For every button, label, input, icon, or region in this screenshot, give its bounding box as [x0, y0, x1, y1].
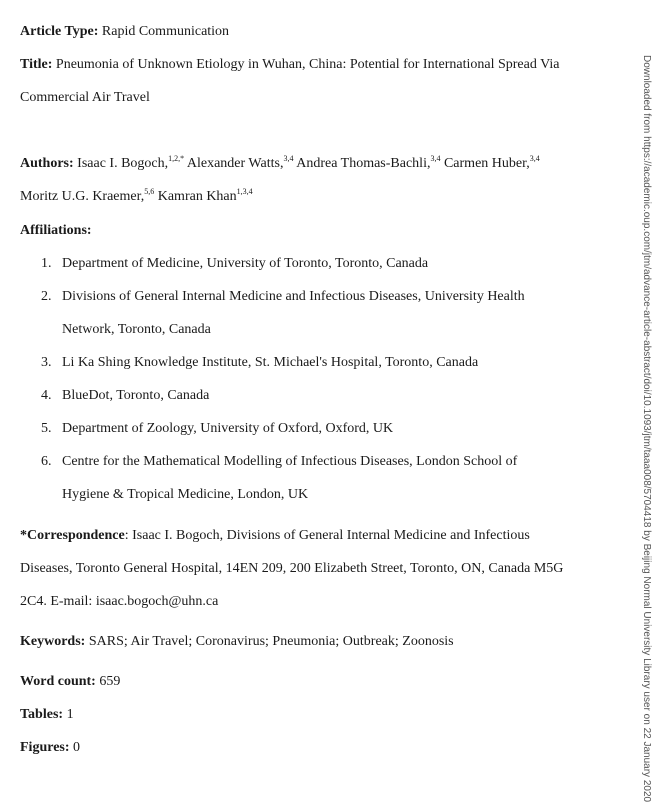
keywords-value: SARS; Air Travel; Coronavirus; Pneumonia; Outbreak; Zoonosis	[88, 634, 454, 649]
affiliation-text: Department of Zoology, University of Oxford, Oxford, UK	[62, 421, 394, 436]
affiliation-text: Divisions of General Internal Medicine and Infectious Diseases, University Health	[62, 289, 525, 304]
correspondence-text-2: Diseases, Toronto General Hospital, 14EN 209, 200 Elizabeth Street, Toronto, ON, Canada M5G	[20, 561, 564, 576]
tables-count	[20, 707, 74, 723]
affiliation-text: Li Ka Shing Knowledge Institute, St. Michael's Hospital, Toronto, Canada	[62, 355, 479, 370]
figures-label: Figures:	[20, 740, 70, 755]
title-line-1	[20, 57, 559, 73]
word-count-label: Word count:	[20, 674, 96, 689]
authors-line-1	[20, 156, 540, 172]
title-text-2: Commercial Air Travel	[20, 90, 150, 105]
author-affil: 3,4	[430, 154, 441, 163]
figures-value: 0	[73, 740, 81, 755]
affiliation-number: 1.	[41, 256, 52, 271]
correspondence-label: *Correspondence	[20, 528, 125, 543]
affiliation-text: Hygiene & Tropical Medicine, London, UK	[62, 487, 309, 502]
download-watermark	[640, 55, 654, 802]
author-name: Isaac I. Bogoch,	[77, 156, 169, 171]
affiliation-number: 2.	[41, 289, 52, 304]
figures-count	[20, 740, 80, 756]
author-name: Andrea Thomas-Bachli,	[296, 156, 431, 171]
correspondence-line-1	[20, 528, 530, 544]
author-name: Kamran Khan	[157, 189, 237, 204]
article-type-value: Rapid Communication	[101, 24, 230, 39]
word-count-value: 659	[99, 674, 121, 689]
article-type	[20, 24, 229, 40]
author-affil: 3,4	[283, 154, 294, 163]
title-line-2	[20, 90, 150, 106]
affiliations-heading	[20, 223, 92, 239]
keywords-label: Keywords:	[20, 634, 86, 649]
tables-label: Tables:	[20, 707, 64, 722]
author-name: Alexander Watts,	[186, 156, 284, 171]
affiliation-number: 6.	[41, 454, 52, 469]
tables-value: 1	[66, 707, 74, 722]
author-name: Carmen Huber,	[443, 156, 530, 171]
affiliation-number: 4.	[41, 388, 52, 403]
correspondence-text-3: 2C4. E-mail: isaac.bogoch@uhn.ca	[20, 594, 219, 609]
affiliation-text: Centre for the Mathematical Modelling of Infectious Diseases, London School of	[62, 454, 518, 469]
affiliation-text: Network, Toronto, Canada	[62, 322, 211, 337]
affiliation-number: 3.	[41, 355, 52, 370]
author-affil: 1,3,4	[236, 187, 253, 196]
correspondence-text-1: : Isaac I. Bogoch, Divisions of General Internal Medicine and Infectious	[124, 528, 530, 543]
author-affil: 3,4	[529, 154, 540, 163]
watermark-text: Downloaded from https://academic.oup.com/jtm/advance-article-abstract/doi/10.1093/jtm/taaa008/5704418 by Beijing Normal University Library user on 22 January 2020	[641, 55, 652, 802]
authors-line-2	[20, 189, 253, 205]
affiliation-text: BlueDot, Toronto, Canada	[62, 388, 210, 403]
correspondence-line-3	[20, 594, 218, 610]
author-affil: 5,6	[144, 187, 155, 196]
affiliations-label: Affiliations:	[20, 223, 92, 238]
affiliation-text: Department of Medicine, University of Toronto, Toronto, Canada	[62, 256, 429, 271]
correspondence-line-2	[20, 561, 563, 577]
title-text-1: Pneumonia of Unknown Etiology in Wuhan, China: Potential for International Spread Via	[55, 57, 560, 72]
author-affil: 1,2,*	[168, 154, 185, 163]
word-count	[20, 674, 120, 690]
authors-label: Authors:	[20, 156, 74, 171]
affiliation-number: 5.	[41, 421, 52, 436]
keywords	[20, 634, 454, 650]
article-type-label: Article Type:	[20, 24, 99, 39]
title-label: Title:	[20, 57, 53, 72]
author-name: Moritz U.G. Kraemer,	[20, 189, 145, 204]
